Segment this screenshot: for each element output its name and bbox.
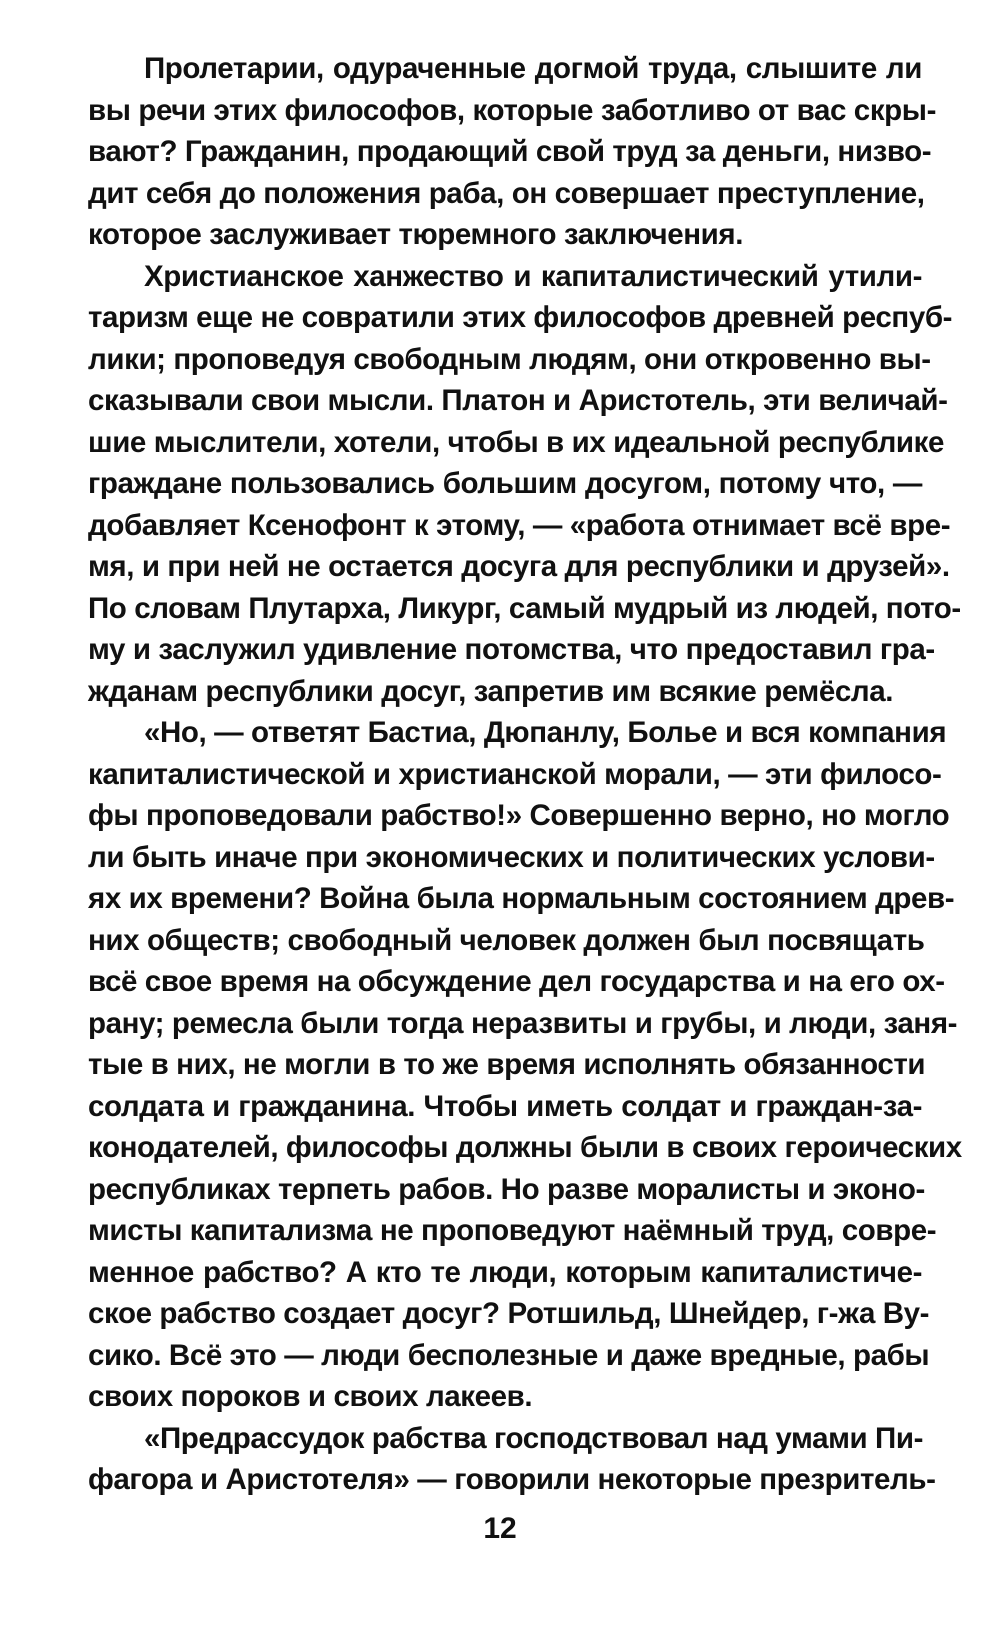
text-line: менное рабство? А кто те люди, которым капиталистиче- xyxy=(88,1255,922,1289)
paragraph xyxy=(88,256,961,713)
text-line: мисты капитализма не проповедуют наёмный труд, совре- xyxy=(88,1214,937,1247)
text-line: Христианское ханжество и капиталистический утили- xyxy=(144,259,922,293)
paragraph xyxy=(88,1418,936,1501)
text-line: вают? Гражданин, продающий свой труд за деньги, низво- xyxy=(88,135,932,168)
text-line: Пролетарии, одураченные догмой труда, слышите ли xyxy=(144,52,922,85)
paragraph xyxy=(88,712,962,1418)
text-line: граждане пользовались большим досугом, потому что, — xyxy=(88,467,922,500)
text-line: мя, и при ней не остается досуга для республики и друзей». xyxy=(88,550,950,583)
text-line: ское рабство создает досуг? Ротшильд, Шнейдер, г-жа Ву- xyxy=(88,1297,930,1330)
text-line: капиталистической и христианской морали, — эти филосо- xyxy=(88,757,942,791)
text-line: ях их времени? Война была нормальным состоянием древ- xyxy=(88,882,955,915)
text-line: му и заслужил удивление потомства, что предоставил гра- xyxy=(88,633,935,666)
text-line: «Но, — ответят Бастиа, Дюпанлу, Болье и вся компания xyxy=(144,716,947,749)
text-line: солдата и гражданина. Чтобы иметь солдат и граждан-за- xyxy=(88,1089,922,1123)
text-line: вы речи этих философов, которые заботливо от вас скры- xyxy=(88,93,937,127)
text-line: жданам республики досуг, запретив им всякие ремёсла. xyxy=(88,674,894,708)
text-line: фагора и Аристотеля» — говорили некоторые презритель- xyxy=(88,1463,936,1496)
text-line: лики; проповедуя свободным людям, они откровенно вы- xyxy=(88,342,931,376)
text-line: добавляет Ксенофонт к этому, — «работа отнимает всё вре- xyxy=(88,508,951,542)
text-line: своих пороков и своих лакеев. xyxy=(88,1380,533,1413)
text-line: которое заслуживает тюремного заключения. xyxy=(88,218,744,251)
text-line: республиках терпеть рабов. Но разве моралисты и эконо- xyxy=(88,1172,925,1206)
text-line: них обществ; свободный человек должен был посвящать xyxy=(88,923,925,957)
page-number: 12 xyxy=(483,1512,517,1545)
text-line: рану; ремесла были тогда неразвиты и грубы, и люди, заня- xyxy=(88,1006,958,1040)
paragraph xyxy=(88,48,937,256)
text-line: сказывали свои мысли. Платон и Аристотель, эти величай- xyxy=(88,384,948,417)
page-body xyxy=(88,48,962,1501)
text-line: дит себя до положения раба, он совершает преступление, xyxy=(88,176,925,210)
text-line: тые в них, не могли в то же время исполнять обязанности xyxy=(88,1048,926,1081)
text-line: сико. Всё это — люди бесполезные и даже вредные, рабы xyxy=(88,1338,930,1372)
text-line: таризм еще не совратили этих философов древней респуб- xyxy=(88,301,953,334)
text-line: конодателей, философы должны были в своих героических xyxy=(88,1131,962,1164)
text-line: ли быть иначе при экономических и политических услови- xyxy=(88,840,935,874)
text-line: По словам Плутарха, Ликург, самый мудрый из людей, пото- xyxy=(88,591,961,625)
text-line: «Предрассудок рабства господствовал над умами Пи- xyxy=(144,1421,923,1455)
text-line: всё свое время на обсуждение дел государства и на его ох- xyxy=(88,965,945,998)
text-line: фы проповедовали рабство!» Совершенно верно, но могло xyxy=(88,799,950,832)
text-line: шие мыслители, хотели, чтобы в их идеальной республике xyxy=(88,425,945,459)
